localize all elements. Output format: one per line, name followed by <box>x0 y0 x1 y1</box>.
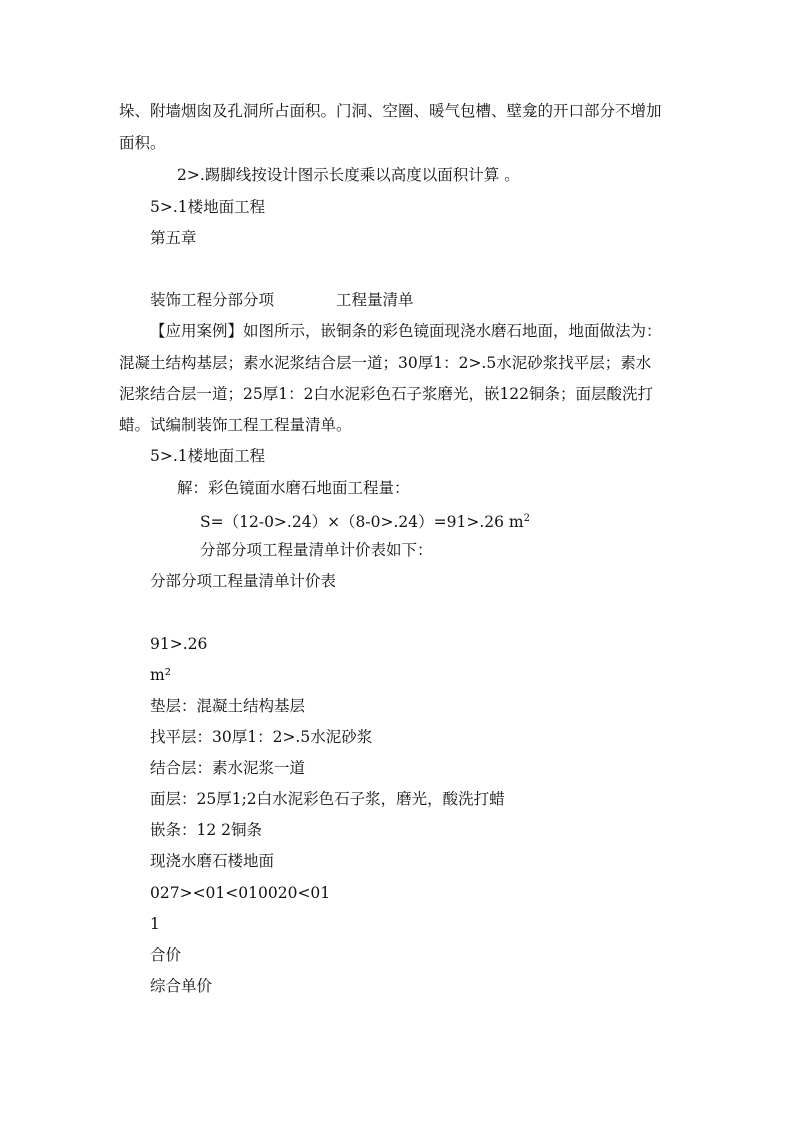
total-price-label: 合价 <box>150 946 182 964</box>
case-line: 泥浆结合层一道；25厚1：2白水泥彩色石子浆磨光，嵌122铜条；面层酸洗打 <box>119 385 654 403</box>
solution-note: 分部分项工程量清单计价表如下： <box>200 541 433 559</box>
layer-leveling: 找平层：30厚1：2>.5水泥砂浆 <box>150 728 373 746</box>
paragraph-line: 面积。 <box>119 134 166 152</box>
paragraph-line: 垛、附墙烟囱及孔洞所占面积。门洞、空圈、暖气包槽、壁龛的开口部分不增加 <box>119 102 662 120</box>
solution-formula <box>200 509 530 532</box>
case-line: 混凝土结构基层；素水泥浆结合层一道；30厚1：2>.5水泥砂浆找平层；素水 <box>119 354 652 372</box>
layer-bond: 结合层：素水泥浆一道 <box>150 759 306 777</box>
layer-surface: 面层：25厚1;2白水泥彩色石子浆，磨光，酸洗打蜡 <box>150 790 505 808</box>
formula-superscript: 2 <box>523 513 530 524</box>
item-code: 027><01<010020<01 <box>150 884 331 902</box>
document-title-right: 工程量清单 <box>336 291 414 309</box>
case-line: 【应用案例】如图所示，嵌铜条的彩色镜面现浇水磨石地面，地面做法为： <box>150 322 662 340</box>
table-title: 分部分项工程量清单计价表 <box>150 572 337 590</box>
quantity-value: 91>.26 <box>150 635 208 653</box>
document-title-left: 装饰工程分部分项 <box>150 291 275 309</box>
chapter-heading: 第五章 <box>150 229 197 247</box>
section-heading: 5>.1楼地面工程 <box>150 447 266 465</box>
layer-cushion: 垫层：混凝土结构基层 <box>150 697 306 715</box>
unit-value: m² <box>150 666 171 684</box>
solution-label: 解：彩色镜面水磨石地面工程量： <box>177 479 410 497</box>
formula-text: S=（12-0>.24）×（8-0>.24）=91>.26 m <box>200 513 524 531</box>
serial-number: 1 <box>150 915 160 933</box>
unit-price-label: 综合单价 <box>150 977 213 995</box>
case-line: 蜡。试编制装饰工程工程量清单。 <box>119 416 352 434</box>
rule-text: 2>.踢脚线按设计图示长度乘以高度以面积计算 。 <box>177 166 520 184</box>
layer-inlay: 嵌条：12 2铜条 <box>150 821 263 839</box>
item-name: 现浇水磨石楼地面 <box>150 852 275 870</box>
section-heading: 5>.1楼地面工程 <box>150 198 266 216</box>
